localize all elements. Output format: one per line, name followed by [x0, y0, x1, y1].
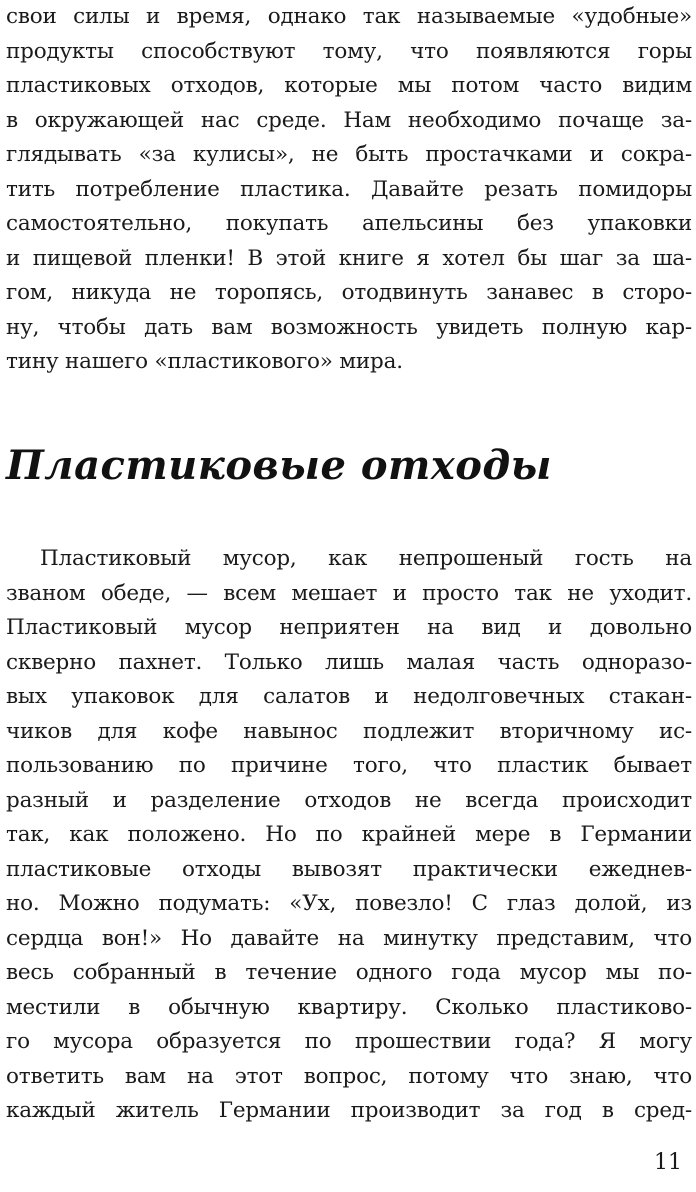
text-line: так, как положено. Но по крайней мере в Германии — [6, 822, 692, 847]
text-line: разный и разделение отходов не всегда происходит — [6, 787, 692, 813]
text-line: тину нашего «пластикового» мира. — [6, 349, 403, 374]
section-heading: Пластиковые отходы — [6, 442, 552, 489]
text-line: ну, чтобы дать вам возможность увидеть полную кар- — [6, 314, 692, 340]
text-line: свои силы и время, однако так называемые «удобные» — [6, 4, 692, 29]
text-line: в окружающей нас среде. Нам необходимо почаще за- — [6, 107, 692, 133]
main-paragraph — [6, 542, 692, 1129]
text-line: скверно пахнет. Только лишь малая часть одноразо- — [6, 649, 692, 675]
text-line: гом, никуда не торопясь, отодвинуть занавес в сторо- — [6, 280, 692, 305]
text-line: и пищевой пленки! В этой книге я хотел бы шаг за ша- — [6, 245, 692, 271]
text-line: продукты способствуют тому, что появляются горы — [6, 38, 692, 64]
text-line: глядывать «за кулисы», не быть простачками и сокра- — [6, 142, 692, 167]
text-line: тить потребление пластика. Давайте резать помидоры — [6, 176, 692, 202]
text-line: пластиковые отходы вывозят практически ежеднев- — [6, 856, 692, 882]
text-line: сердца вон!» Но давайте на минутку представим, что — [6, 925, 692, 951]
text-line: вых упаковок для салатов и недолговечных стакан- — [6, 684, 692, 709]
intro-paragraph — [6, 0, 692, 380]
text-line: пластиковых отходов, которые мы потом часто видим — [6, 73, 692, 98]
text-line: чиков для кофе навынос подлежит вторичному ис- — [6, 718, 692, 744]
text-line: каждый житель Германии производит за год в сред- — [6, 1098, 692, 1123]
text-line: местили в обычную квартиру. Сколько пластиково- — [6, 994, 692, 1020]
text-line: Пластиковый мусор неприятен на вид и довольно — [6, 615, 692, 640]
text-line: го мусора образуется по прошествии года? Я могу — [6, 1029, 692, 1054]
text-line: званом обеде, — всем мешает и просто так не уходит. — [6, 580, 692, 606]
text-line: пользованию по причине того, что пластик бывает — [6, 753, 692, 778]
text-line: но. Можно подумать: «Ух, повезло! С глаз долой, из — [6, 891, 692, 916]
text-line: самостоятельно, покупать апельсины без упаковки — [6, 211, 692, 236]
text-line: весь собранный в течение одного года мусор мы по- — [6, 960, 692, 985]
page-number: 11 — [654, 1150, 682, 1175]
text-line: ответить вам на этот вопрос, потому что знаю, что — [6, 1063, 692, 1089]
text-line: Пластиковый мусор, как непрошеный гость на — [40, 546, 692, 571]
